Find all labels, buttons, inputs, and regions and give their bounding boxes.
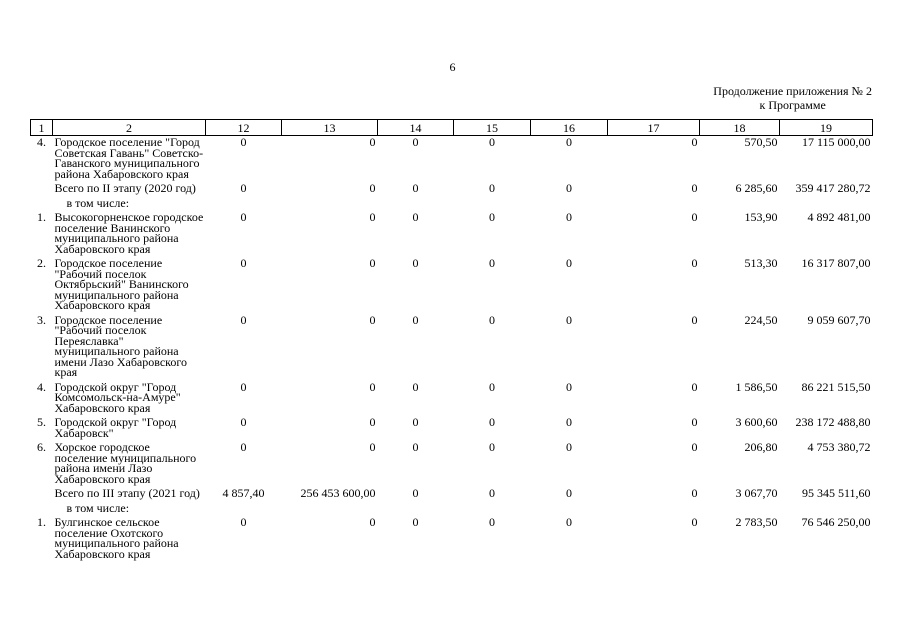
cell-num <box>31 502 53 517</box>
cell-c19: 359 417 280,72 <box>795 181 871 195</box>
cell-c18: 3 600,60 <box>735 415 778 429</box>
cell-c16: 0 <box>566 256 572 270</box>
table-row <box>31 197 873 212</box>
cell-c14: 0 <box>412 515 419 529</box>
cell-c18: 206,80 <box>744 440 778 454</box>
table-row <box>31 136 873 183</box>
cell-c12 <box>206 502 282 517</box>
cell-c19: 238 172 488,80 <box>795 415 871 429</box>
cell-c14 <box>378 502 454 517</box>
header-col-12: 12 <box>206 120 282 136</box>
cell-c18: 3 067,70 <box>735 486 778 500</box>
cell-c14: 0 <box>412 440 419 454</box>
header-col-19: 19 <box>780 120 873 136</box>
cell-c13 <box>282 502 378 517</box>
header-col-16: 16 <box>531 120 608 136</box>
cell-c17: 0 <box>691 515 698 529</box>
table-row <box>31 502 873 517</box>
header-col-15: 15 <box>454 120 531 136</box>
cell-c13 <box>282 197 378 212</box>
cell-num: 5. <box>37 415 46 429</box>
cell-num: 3. <box>37 312 46 327</box>
cell-c14: 0 <box>412 256 419 270</box>
cell-c13: 0 <box>369 415 376 429</box>
program-table <box>30 119 873 562</box>
cell-c13: 0 <box>369 440 376 454</box>
cell-c17: 0 <box>691 486 698 500</box>
appendix-line-1: Продолжение приложения № 2 <box>713 84 872 98</box>
cell-c12 <box>206 197 282 212</box>
table-row <box>31 516 873 562</box>
cell-c18 <box>700 197 780 212</box>
table-row <box>31 314 873 381</box>
cell-c13: 0 <box>369 181 376 195</box>
table-row <box>31 416 873 441</box>
cell-c12: 0 <box>240 379 247 394</box>
cell-name: в том числе: <box>66 500 130 515</box>
cell-c18: 570,50 <box>744 135 778 149</box>
cell-c18: 513,30 <box>744 256 778 270</box>
cell-c13: 0 <box>369 256 376 270</box>
cell-c14: 0 <box>412 415 419 429</box>
cell-c19 <box>780 197 873 212</box>
cell-c17: 0 <box>691 210 698 224</box>
cell-c14: 0 <box>412 210 419 224</box>
cell-c16: 0 <box>566 135 572 149</box>
table-body <box>31 136 873 563</box>
cell-c16 <box>531 502 608 517</box>
cell-c16: 0 <box>566 312 572 327</box>
cell-c15: 0 <box>489 515 495 529</box>
cell-name: Городской округ "Город Хабаровск" <box>54 415 177 440</box>
cell-num: 1. <box>37 515 46 529</box>
cell-c12: 0 <box>240 312 247 327</box>
cell-name: Высокогорненское городское поселение Ванинского муниципального района Хабаровского края <box>54 210 204 256</box>
cell-c13: 0 <box>369 135 376 149</box>
table-row <box>31 487 873 502</box>
cell-c16: 0 <box>566 486 572 500</box>
cell-c17: 0 <box>691 135 698 149</box>
cell-c13: 0 <box>369 379 376 394</box>
cell-c13: 0 <box>369 515 376 529</box>
cell-c17: 0 <box>691 312 698 327</box>
cell-c15: 0 <box>489 256 495 270</box>
appendix-line-2: к Программе <box>759 98 826 112</box>
cell-name: в том числе: <box>66 195 130 210</box>
appendix-caption <box>713 84 872 112</box>
cell-c19: 17 115 000,00 <box>801 135 871 149</box>
cell-c12: 0 <box>240 440 247 454</box>
cell-c12: 0 <box>240 181 247 195</box>
cell-c14: 0 <box>412 486 419 500</box>
cell-c18: 153,90 <box>744 210 778 224</box>
cell-c13: 256 453 600,00 <box>300 486 376 500</box>
cell-name: Всего по III этапу (2021 год) <box>54 486 200 500</box>
cell-c15: 0 <box>489 379 495 394</box>
cell-c15: 0 <box>489 181 495 195</box>
cell-name: Булгинское сельское поселение Охотского муниципального района Хабаровского края <box>54 515 179 561</box>
cell-c16: 0 <box>566 440 572 454</box>
table-row <box>31 441 873 487</box>
cell-c16: 0 <box>566 415 572 429</box>
cell-c19: 4 892 481,00 <box>807 210 871 224</box>
cell-c15: 0 <box>489 415 495 429</box>
cell-c17: 0 <box>691 181 698 195</box>
header-col-1: 1 <box>31 120 53 136</box>
cell-c14: 0 <box>412 379 419 394</box>
cell-c12: 0 <box>240 415 247 429</box>
cell-c12: 0 <box>240 515 247 529</box>
cell-c16 <box>531 197 608 212</box>
cell-num: 6. <box>37 440 46 454</box>
cell-c19: 86 221 515,50 <box>801 379 871 394</box>
cell-c18 <box>700 502 780 517</box>
cell-c15: 0 <box>489 440 495 454</box>
table-row <box>31 211 873 257</box>
cell-c15: 0 <box>489 312 495 327</box>
cell-c18: 224,50 <box>744 312 778 327</box>
header-col-2: 2 <box>53 120 206 136</box>
cell-name: Городское поселение "Город Советская Гавань" Советско-Гаванского муниципального района Хабаровского края <box>54 135 204 181</box>
cell-c19: 76 546 250,00 <box>801 515 871 529</box>
cell-c12: 0 <box>240 256 247 270</box>
cell-c14: 0 <box>412 135 419 149</box>
header-row <box>31 120 873 136</box>
cell-num: 4. <box>37 135 46 149</box>
cell-c19: 16 317 807,00 <box>801 256 871 270</box>
cell-name: Всего по II этапу (2020 год) <box>54 181 196 195</box>
cell-c15: 0 <box>489 135 495 149</box>
cell-c13: 0 <box>369 210 376 224</box>
cell-name: Городское поселение "Рабочий поселок Переяславка" муниципального района имени Лазо Хабаровского края <box>54 312 188 379</box>
cell-c17: 0 <box>691 440 698 454</box>
cell-c17: 0 <box>691 256 698 270</box>
header-col-13: 13 <box>282 120 378 136</box>
cell-c14 <box>378 197 454 212</box>
cell-num <box>31 487 53 502</box>
cell-c19 <box>780 502 873 517</box>
cell-c12: 0 <box>240 135 247 149</box>
cell-num: 2. <box>37 256 46 270</box>
cell-c17 <box>608 197 700 212</box>
table-row <box>31 182 873 197</box>
cell-c12: 4 857,40 <box>222 486 265 500</box>
cell-c18: 6 285,60 <box>735 181 778 195</box>
cell-c15: 0 <box>489 486 495 500</box>
cell-c16: 0 <box>566 515 572 529</box>
header-col-17: 17 <box>608 120 700 136</box>
cell-c16: 0 <box>566 379 572 394</box>
table-row <box>31 381 873 417</box>
cell-num <box>31 182 53 197</box>
cell-c17 <box>608 502 700 517</box>
cell-name: Городской округ "Город Комсомольск-на-Амуре" Хабаровского края <box>54 379 181 415</box>
header-col-14: 14 <box>378 120 454 136</box>
table-row <box>31 257 873 314</box>
cell-name: Хорское городское поселение муниципального района имени Лазо Хабаровского края <box>54 440 197 486</box>
cell-c18: 2 783,50 <box>735 515 778 529</box>
cell-num: 4. <box>37 379 46 394</box>
header-col-18: 18 <box>700 120 780 136</box>
cell-c19: 9 059 607,70 <box>807 312 871 327</box>
cell-c16: 0 <box>566 181 572 195</box>
cell-c15 <box>454 197 531 212</box>
cell-c15 <box>454 502 531 517</box>
cell-c17: 0 <box>691 415 698 429</box>
page-number: 6 <box>449 60 456 74</box>
cell-c13: 0 <box>369 312 376 327</box>
cell-c17: 0 <box>691 379 698 394</box>
cell-c19: 4 753 380,72 <box>807 440 871 454</box>
cell-c16: 0 <box>566 210 572 224</box>
cell-c19: 95 345 511,60 <box>801 486 871 500</box>
cell-c14: 0 <box>412 312 419 327</box>
cell-name: Городское поселение "Рабочий поселок Октябрьский" Ванинского муниципального района Хабаровского края <box>54 256 189 312</box>
cell-c18: 1 586,50 <box>735 379 778 394</box>
cell-c15: 0 <box>489 210 495 224</box>
cell-c12: 0 <box>240 210 247 224</box>
cell-c14: 0 <box>412 181 419 195</box>
cell-num: 1. <box>37 210 46 224</box>
cell-num <box>31 197 53 212</box>
